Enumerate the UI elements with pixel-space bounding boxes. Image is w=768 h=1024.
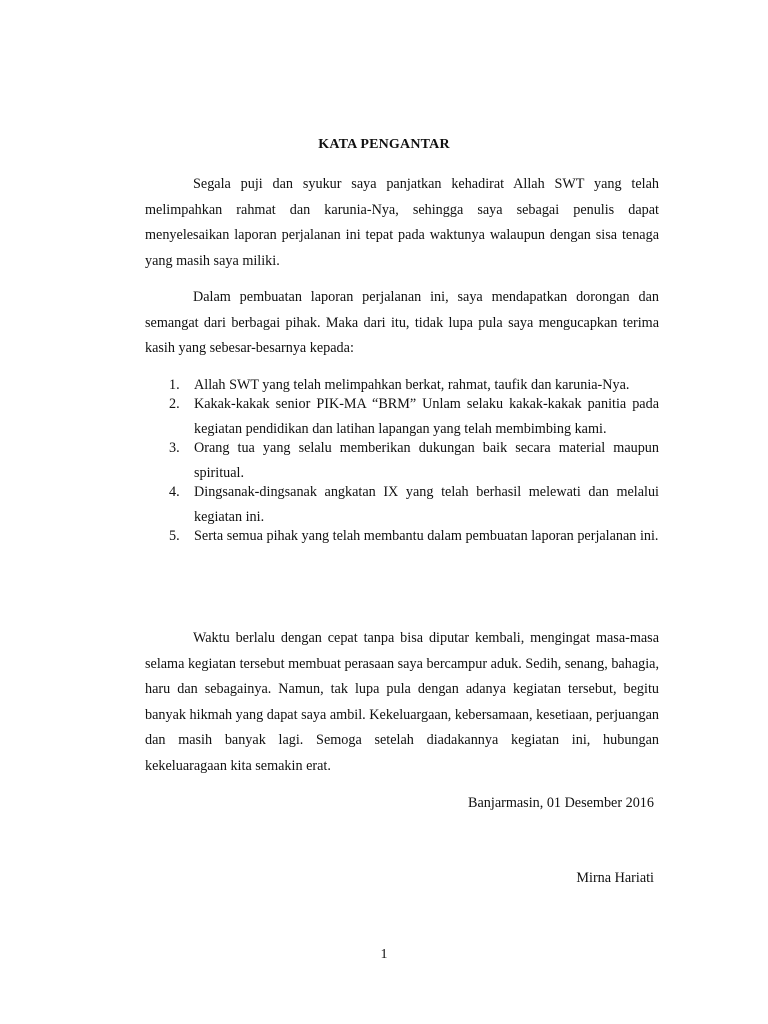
thanks-list — [145, 373, 659, 549]
list-item — [145, 392, 659, 442]
list-item-number: 1. — [169, 377, 180, 393]
paragraph-thanks-intro: Dalam pembuatan laporan perjalanan ini, saya mendapatkan dorongan dan semangat dari berbagai pihak. Maka dari itu, tidak lupa pula saya mengucapkan terima kasih yang sebesar-besarnya kepada: — [145, 289, 659, 356]
list-item — [145, 480, 659, 530]
author-name: Mirna Hariati — [576, 870, 654, 886]
page-number: 1 — [380, 947, 388, 962]
page-title: KATA PENGANTAR — [318, 137, 450, 152]
list-item-text: Kakak-kakak senior PIK-MA “BRM” Unlam selaku kakak-kakak panitia pada kegiatan pendidikan dan latihan lapangan yang telah membimbing kami. — [194, 396, 659, 437]
list-item-text: Serta semua pihak yang telah membantu dalam pembuatan laporan perjalanan ini. — [194, 528, 659, 544]
paragraph-opening: Segala puji dan syukur saya panjatkan kehadirat Allah SWT yang telah melimpahkan rahmat dan karunia-Nya, sehingga saya sebagai penulis dapat menyelesaikan laporan perjalanan ini tepat pada waktunya walaupun dengan sisa tenaga yang masih saya miliki. — [145, 176, 659, 269]
list-item-text: Dingsanak-dingsanak angkatan IX yang telah berhasil melewati dan melalui kegiatan ini. — [194, 484, 659, 525]
place-date: Banjarmasin, 01 Desember 2016 — [468, 795, 654, 811]
list-item — [145, 524, 659, 549]
list-item-text: Allah SWT yang telah melimpahkan berkat, rahmat, taufik dan karunia-Nya. — [194, 377, 630, 393]
paragraph-closing: Waktu berlalu dengan cepat tanpa bisa diputar kembali, mengingat masa-masa selama kegiatan tersebut membuat perasaan saya bercampur aduk. Sedih, senang, bahagia, haru dan sebagainya. Namun, tak lupa pula dengan adanya kegiatan tersebut, begitu banyak hikmah yang dapat saya ambil. Kekeluargaan, kebersamaan, kesetiaan, perjuangan dan masih banyak lagi. Semoga setelah diadakannya kegiatan ini, hubungan kekeluaragaan kita semakin erat. — [145, 630, 659, 774]
list-item-number: 5. — [169, 528, 180, 544]
list-item-number: 2. — [169, 396, 180, 412]
list-item-number: 3. — [169, 440, 180, 456]
list-item-text: Orang tua yang selalu memberikan dukungan baik secara material maupun spiritual. — [194, 440, 659, 481]
list-item-number: 4. — [169, 484, 180, 500]
list-item — [145, 436, 659, 486]
